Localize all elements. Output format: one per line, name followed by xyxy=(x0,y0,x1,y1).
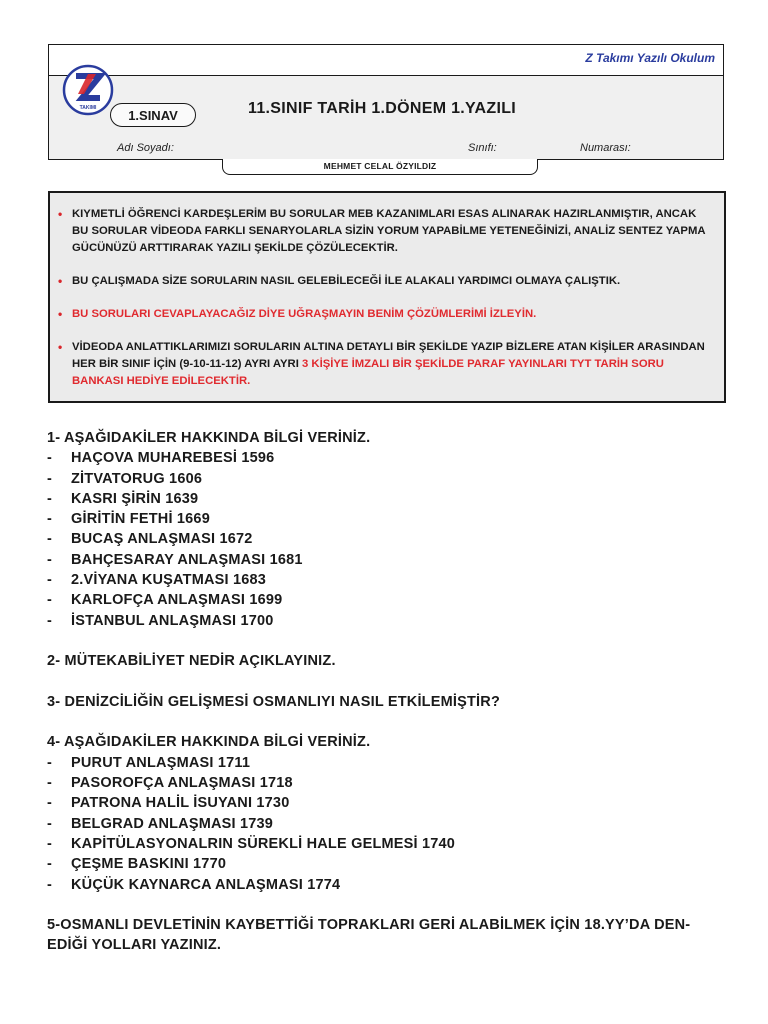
list-item: - HAÇOVA MUHAREBESİ 1596 xyxy=(47,450,275,467)
author-name: MEHMET CELAL ÖZYILDIZ xyxy=(222,159,538,175)
bullet-icon: • xyxy=(58,207,63,221)
list-item: - ÇEŞME BASKINI 1770 xyxy=(47,856,227,873)
notice-item xyxy=(58,339,714,390)
list-item: - BUCAŞ ANLAŞMASI 1672 xyxy=(47,531,253,548)
list-item: - BELGRAD ANLAŞMASI 1739 xyxy=(47,815,274,832)
notice-item-warning xyxy=(58,306,714,323)
exam-title: 11.SINIF TARİH 1.DÖNEM 1.YAZILI xyxy=(248,100,517,117)
list-item: - GİRİTİN FETHİ 1669 xyxy=(47,511,210,528)
list-item: - KARLOFÇA ANLAŞMASI 1699 xyxy=(47,592,283,609)
question-1-list xyxy=(47,448,738,631)
list-item: - 2.VİYANA KUŞATMASI 1683 xyxy=(47,572,267,589)
list-item: - BAHÇESARAY ANLAŞMASI 1681 xyxy=(47,551,303,568)
number-label: Numarası: xyxy=(580,142,631,154)
notice-list xyxy=(58,206,714,390)
notice-item xyxy=(58,273,714,290)
bullet-icon: • xyxy=(58,307,63,321)
notice-item xyxy=(58,206,714,257)
school-name: Z Takımı Yazılı Okulum xyxy=(585,51,715,65)
list-item: - KASRI ŞİRİN 1639 xyxy=(47,490,199,507)
question-5-line-2: EDİĞİ YOLLARI YAZINIZ. xyxy=(47,937,222,954)
notice-text: KIYMETLİ ÖĞRENCİ KARDEŞLERİM BU SORULAR MEB KAZANIMLARI ESAS ALINARAK HAZIRLANMIŞTIR, ANCAK BU SORULAR VİDEODA FARKLI SENARYOLARLA SİZİN YORUM YAPABİLME YETENEĞİNİZİ, ANALİZ SENTEZ YAPMA GÜCÜNÜZÜ ARTTIRARAK YAZILI ŞEKİLDE ÇÖZÜLECEKTİR. xyxy=(72,208,706,254)
list-item: - KAPİTÜLASYONALRIN SÜREKLİ HALE GELMESİ 1740 xyxy=(47,835,456,852)
bullet-icon: • xyxy=(58,340,63,354)
list-item: - PATRONA HALİL İSUYANI 1730 xyxy=(47,795,290,812)
bullet-icon: • xyxy=(58,274,63,288)
class-label: Sınıfı: xyxy=(468,142,497,154)
question-4-title: 4- AŞAĞIDAKİLER HAKKINDA BİLGİ VERİNİZ. xyxy=(47,734,371,751)
name-label: Adı Soyadı: xyxy=(117,142,174,154)
question-4-list xyxy=(47,753,738,895)
list-item: - PASOROFÇA ANLAŞMASI 1718 xyxy=(47,775,293,792)
logo-text: TAKIMI xyxy=(79,105,97,111)
question-5-line-1: 5-OSMANLI DEVLETİNİN KAYBETTİĞİ TOPRAKLARI GERİ ALABİLMEK İÇİN 18.YY’DA DEN- xyxy=(47,917,691,934)
list-item: - İSTANBUL ANLAŞMASI 1700 xyxy=(47,612,274,629)
z-takimi-logo xyxy=(62,64,114,116)
question-3-title: 3- DENİZCİLİĞİN GELİŞMESİ OSMANLIYI NASIL ETKİLEMİŞTİR? xyxy=(47,693,501,710)
exam-badge: 1.SINAV xyxy=(110,103,196,127)
list-item: - ZİTVATORUG 1606 xyxy=(47,470,203,487)
list-item: - PURUT ANLAŞMASI 1711 xyxy=(47,754,251,771)
questions-section xyxy=(47,428,738,956)
notice-text: BU SORULARI CEVAPLAYACAĞIZ DİYE UĞRAŞMAYIN BENİM ÇÖZÜMLERİMİ İZLEYİN. xyxy=(72,308,537,320)
list-item: - KÜÇÜK KAYNARCA ANLAŞMASI 1774 xyxy=(47,876,341,893)
notice-text: VİDEODA ANLATTIKLARIMIZI SORULARIN ALTINA DETAYLI BİR ŞEKİLDE YAZIP BİZLERE ATAN KİŞİLER ARASINDAN HER BİR SINIF İÇİN (9-10-11-12) AYRI AYRI xyxy=(72,341,705,370)
header-divider xyxy=(49,75,723,76)
notice-box xyxy=(48,191,726,403)
question-1-title: 1- AŞAĞIDAKİLER HAKKINDA BİLGİ VERİNİZ. xyxy=(47,430,371,446)
question-2-title: 2- MÜTEKABİLİYET NEDİR AÇIKLAYINIZ. xyxy=(47,653,336,670)
notice-text: BU ÇALIŞMADA SİZE SORULARIN NASIL GELEBİLECEĞİ İLE ALAKALI YARDIMCI OLMAYA ÇALIŞTIK. xyxy=(72,275,621,287)
notice-highlight: 3 KİŞİYE İMZALI BİR ŞEKİLDE PARAF YAYINLARI TYT TARİH SORU BANKASI HEDİYE EDİLECEKTİR. xyxy=(72,358,664,387)
